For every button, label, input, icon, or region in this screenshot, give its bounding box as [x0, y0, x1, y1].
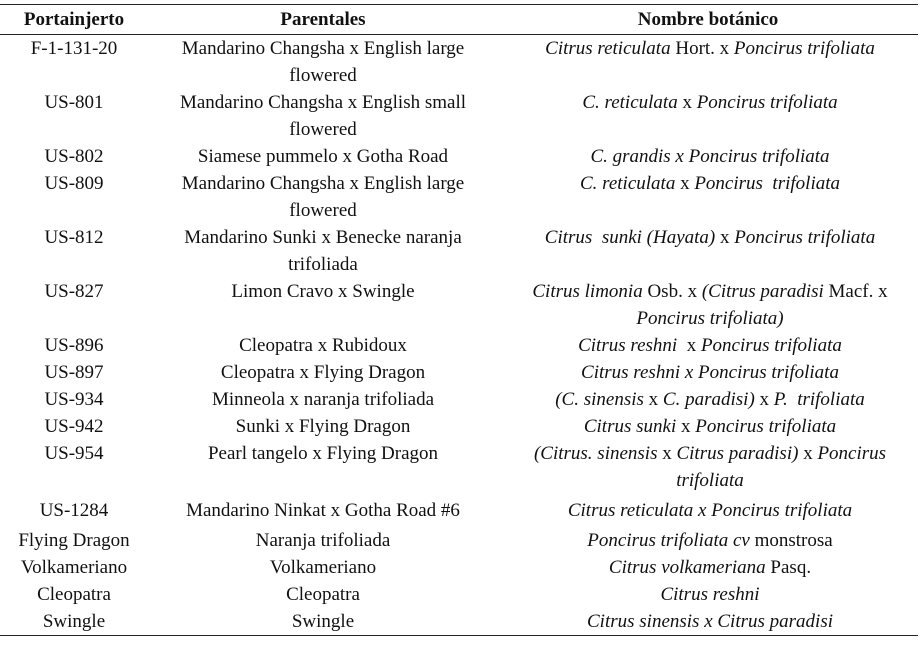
cell-parents: Mandarino Changsha x English large flowered	[181, 173, 465, 221]
cell-parents: Cleopatra	[286, 584, 360, 605]
cell-rootstock: US-812	[44, 227, 104, 248]
cell-rootstock: US-934	[44, 389, 104, 410]
cell-parents: Cleopatra x Flying Dragon	[220, 362, 426, 383]
cell-rootstock: Cleopatra	[37, 584, 111, 605]
cell-botanical-name	[498, 494, 918, 524]
table-row	[0, 224, 918, 278]
table-row	[0, 608, 918, 636]
cell-parents: Mandarino Ninkat x Gotha Road #6	[186, 500, 460, 521]
cell-rootstock: US-827	[44, 281, 104, 302]
botanical-italic-segment: Citrus volkameriana	[608, 557, 766, 578]
cell-rootstock: Flying Dragon	[18, 530, 130, 551]
botanical-italic-segment: Citrus sinensis x Citrus paradisi	[587, 611, 833, 632]
header-rootstock: Portainjerto	[0, 5, 148, 35]
botanical-italic-segment: Citrus paradisi)	[676, 443, 799, 464]
table-row	[0, 524, 918, 554]
botanical-italic-segment: (Citrus paradisi	[701, 281, 824, 302]
cell-parents: Mandarino Sunki x Benecke naranja trifoliada	[184, 227, 462, 275]
botanical-italic-segment: C. reticulata	[579, 173, 676, 194]
cell-rootstock: F-1-131-20	[30, 38, 118, 59]
table-row	[0, 278, 918, 332]
botanical-italic-segment: C. reticulata	[582, 92, 678, 113]
cell-botanical-name	[498, 608, 918, 636]
cell-botanical-name	[498, 89, 918, 143]
botanical-plain-segment: x	[677, 335, 701, 356]
cell-rootstock: US-896	[44, 335, 104, 356]
botanical-italic-segment: P. trifoliata	[773, 389, 865, 410]
botanical-plain-segment: x	[715, 227, 735, 248]
botanical-italic-segment: Citrus reshni	[660, 584, 760, 605]
botanical-plain-segment: x	[643, 389, 663, 410]
table-row	[0, 386, 918, 413]
table-row	[0, 332, 918, 359]
cell-parents: Volkameriano	[269, 557, 377, 578]
botanical-italic-segment: Poncirus trifoliata cv	[587, 530, 750, 551]
botanical-plain-segment: Hort. x	[670, 38, 734, 59]
cell-rootstock: Volkameriano	[20, 557, 128, 578]
botanical-plain-segment: x	[675, 173, 695, 194]
cell-botanical-name	[498, 359, 918, 386]
botanical-plain-segment: Macf. x	[823, 281, 893, 302]
botanical-italic-segment: Citrus reticulata	[545, 38, 671, 59]
botanical-italic-segment: Poncirus trifoliata	[694, 173, 841, 194]
cell-botanical-name	[498, 35, 918, 90]
cell-parents: Swingle	[148, 608, 498, 636]
botanical-italic-segment: Citrus sunki (Hayata)	[544, 227, 716, 248]
cell-rootstock: US-1284	[39, 500, 109, 521]
botanical-italic-segment: Citrus reticulata x Poncirus trifoliata	[567, 500, 853, 521]
cell-parents: Minneola x naranja trifoliada	[211, 389, 435, 410]
table-body	[0, 35, 918, 636]
botanical-plain-segment: x	[657, 443, 677, 464]
botanical-plain-segment: x	[676, 416, 696, 437]
rootstock-table	[0, 4, 918, 636]
botanical-italic-segment: C. grandis x Poncirus trifoliata	[590, 146, 830, 167]
table-row	[0, 581, 918, 608]
cell-botanical-name	[498, 143, 918, 170]
cell-botanical-name	[498, 413, 918, 440]
botanical-italic-segment: C. paradisi)	[662, 389, 755, 410]
botanical-italic-segment: Poncirus trifoliata	[695, 416, 837, 437]
cell-rootstock: US-801	[44, 92, 104, 113]
botanical-italic-segment: (C. sinensis	[555, 389, 644, 410]
cell-rootstock: US-942	[44, 416, 104, 437]
cell-parents: Siamese pummelo x Gotha Road	[197, 146, 449, 167]
botanical-italic-segment: Poncirus trifoliata	[696, 92, 838, 113]
header-parents: Parentales	[148, 5, 498, 35]
cell-botanical-name	[498, 386, 918, 413]
botanical-italic-segment: Poncirus trifoliata	[700, 335, 842, 356]
cell-parents: Limon Cravo x Swingle	[231, 281, 415, 302]
header-row	[0, 5, 918, 35]
cell-rootstock: Swingle	[0, 608, 148, 636]
botanical-italic-segment: Poncirus trifoliata	[734, 227, 876, 248]
table-row	[0, 35, 918, 90]
cell-rootstock: US-809	[44, 173, 104, 194]
table-row	[0, 89, 918, 143]
cell-botanical-name	[498, 278, 918, 332]
table-row	[0, 494, 918, 524]
table-row	[0, 359, 918, 386]
botanical-plain-segment: x	[754, 389, 774, 410]
cell-parents: Mandarino Changsha x English large flowered	[181, 38, 465, 86]
cell-parents: Pearl tangelo x Flying Dragon	[207, 443, 439, 464]
cell-rootstock: US-954	[44, 443, 104, 464]
table-row	[0, 554, 918, 581]
cell-botanical-name	[498, 524, 918, 554]
botanical-plain-segment: Pasq.	[765, 557, 812, 578]
botanical-italic-segment: Citrus sunki	[583, 416, 677, 437]
cell-botanical-name	[498, 554, 918, 581]
botanical-italic-segment: Poncirus trifoliata	[733, 38, 875, 59]
cell-parents: Naranja trifoliada	[255, 530, 391, 551]
botanical-plain-segment: x	[677, 92, 697, 113]
table-row	[0, 413, 918, 440]
cell-botanical-name	[498, 170, 918, 224]
botanical-italic-segment: (Citrus. sinensis	[533, 443, 658, 464]
table-row	[0, 143, 918, 170]
botanical-italic-segment: Citrus reshni x Poncirus trifoliata	[581, 362, 839, 383]
cell-rootstock: US-802	[44, 146, 104, 167]
header-botanical-name: Nombre botánico	[498, 5, 918, 35]
botanical-italic-segment: Citrus reshni	[578, 335, 678, 356]
table-row	[0, 170, 918, 224]
cell-rootstock: US-897	[44, 362, 104, 383]
botanical-italic-segment: Poncirus trifoliata)	[636, 308, 784, 329]
botanical-plain-segment: monstrosa	[749, 530, 833, 551]
cell-botanical-name	[498, 224, 918, 278]
cell-botanical-name	[498, 332, 918, 359]
cell-botanical-name	[498, 581, 918, 608]
botanical-italic-segment: Poncirus trifoliata	[676, 443, 891, 491]
cell-parents: Cleopatra x Rubidoux	[239, 335, 407, 356]
cell-parents: Mandarino Changsha x English small flowered	[179, 92, 467, 140]
botanical-plain-segment: Osb. x	[642, 281, 702, 302]
cell-botanical-name	[498, 440, 918, 494]
botanical-plain-segment: x	[798, 443, 818, 464]
cell-parents: Sunki x Flying Dragon	[235, 416, 411, 437]
table-row	[0, 440, 918, 494]
botanical-italic-segment: Citrus limonia	[532, 281, 643, 302]
